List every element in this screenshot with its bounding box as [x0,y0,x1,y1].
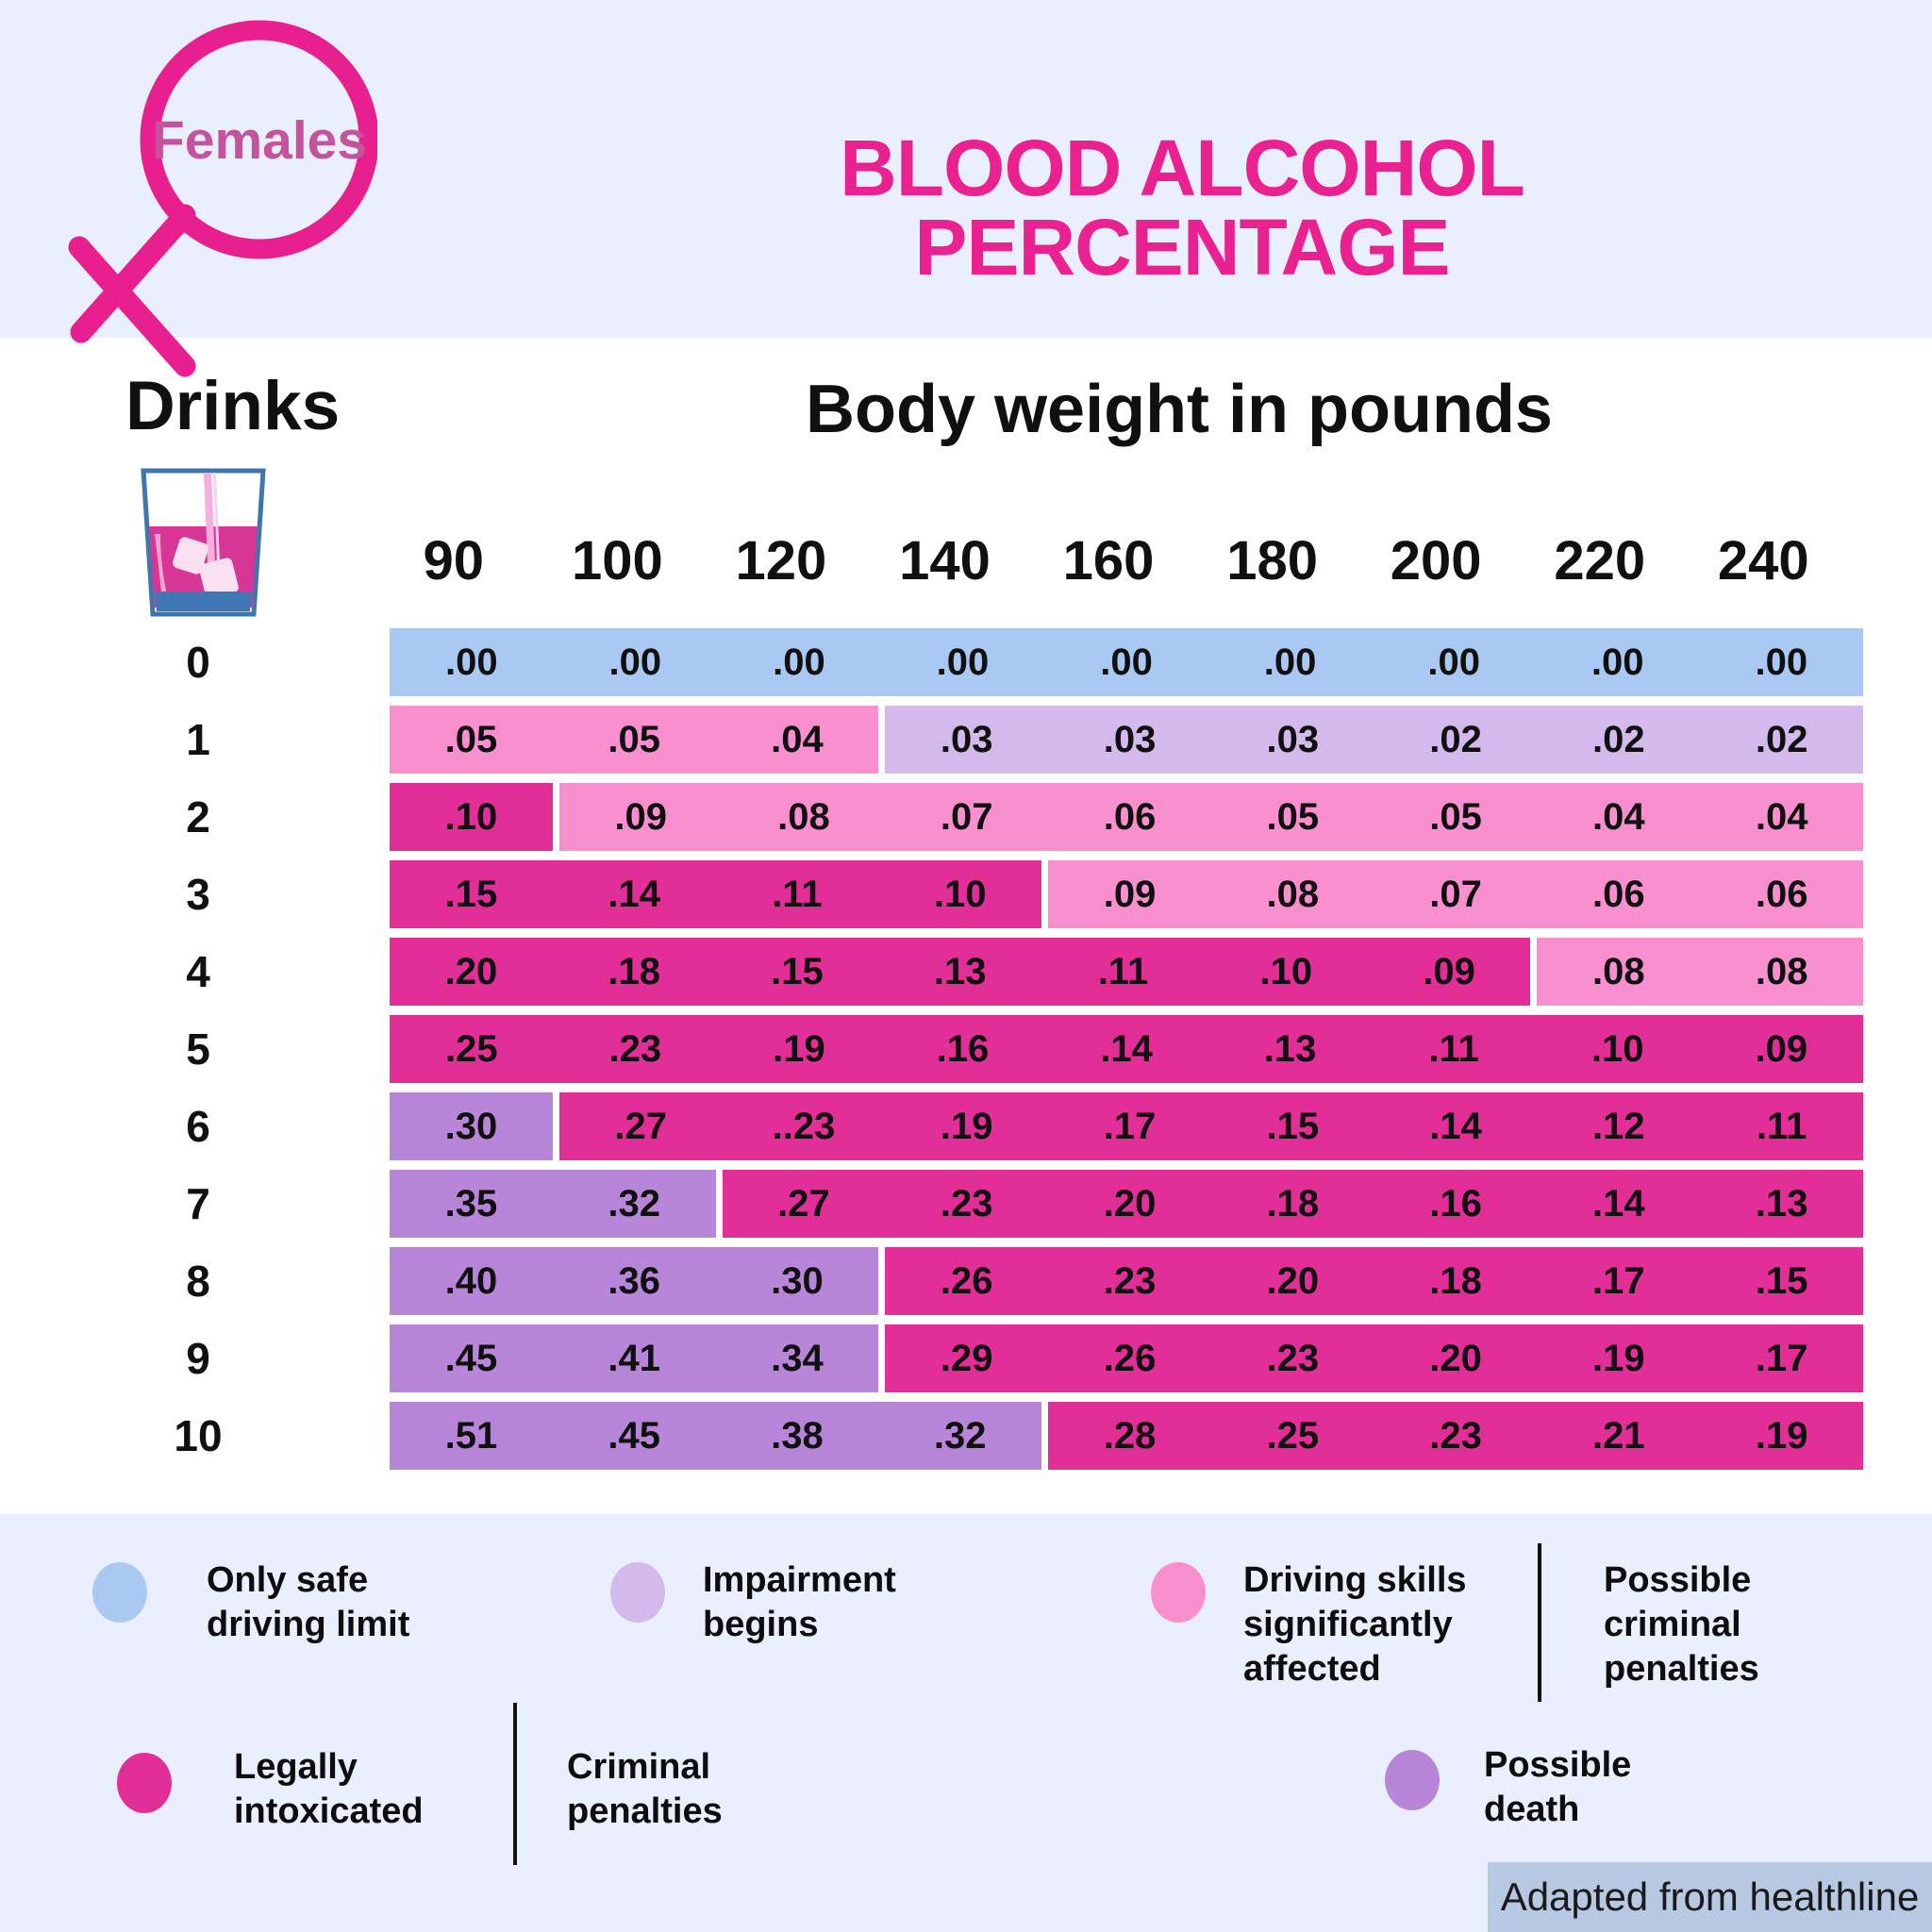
legend-dot-intoxicated [117,1753,172,1813]
bac-cell: .13 [878,938,1041,1006]
bac-cell: .27 [716,1170,886,1238]
bac-cell: .29 [878,1324,1048,1392]
bac-row [186,706,1863,774]
bac-cell: .14 [1537,1170,1700,1238]
legend-divider-2 [513,1703,517,1865]
bac-cell: .15 [1700,1247,1863,1315]
weight-header: 200 [1390,530,1482,591]
weight-header: 120 [735,530,827,591]
drinks-count: 8 [186,1257,210,1306]
bac-cell: .20 [1374,1324,1538,1392]
glass-base [155,591,252,611]
bac-cell: .06 [1048,783,1211,851]
attribution-text: Adapted from healthline [1500,1874,1920,1919]
bac-cell: .25 [390,1015,554,1083]
bac-cell: .19 [885,1092,1048,1160]
legend-label-safe: Only safe driving limit [207,1560,410,1644]
bac-cell: .10 [878,860,1041,928]
bac-cell: .00 [1700,628,1864,696]
bac-cell: .26 [1048,1324,1211,1392]
bac-cell: .14 [1044,1015,1208,1083]
bac-cell: .19 [717,1015,881,1083]
drinks-count: 1 [186,715,210,764]
female-symbol-icon [57,8,377,423]
bac-cell: .13 [1700,1170,1863,1238]
legend-label-intoxicated: Legally intoxicated [234,1747,424,1831]
bac-cell: .16 [1374,1170,1538,1238]
legend-divider-1 [1538,1543,1541,1702]
bac-cell: .03 [1211,706,1374,774]
bac-row [186,938,1863,1006]
bac-cell: .18 [1211,1170,1374,1238]
bac-row-cells [390,1247,1863,1315]
bac-row-cells [390,706,1863,774]
bac-cell: .00 [717,628,881,696]
bac-cell: .05 [553,706,716,774]
drinks-count: 0 [186,638,210,687]
bac-cell: .06 [1537,860,1700,928]
bac-cell: .00 [1208,628,1373,696]
bac-cell: .06 [1700,860,1863,928]
bac-cell: .02 [1700,706,1863,774]
drinks-count: 2 [186,792,210,841]
drinks-count: 5 [186,1024,210,1074]
bac-cell: .20 [390,938,553,1006]
weight-header: 180 [1226,530,1318,591]
bac-cell: .20 [1211,1247,1374,1315]
legend-dot-safe [92,1562,147,1623]
bac-cell: .02 [1374,706,1538,774]
bac-cell: .30 [716,1247,879,1315]
bac-cell: .40 [390,1247,553,1315]
bac-cell: .00 [390,628,554,696]
weight-header: 100 [571,530,663,591]
drinks-count: 4 [186,947,210,996]
bac-cell: .05 [1374,783,1538,851]
bac-row-cells [390,860,1863,928]
bac-cell: .11 [1041,938,1205,1006]
bac-cell: .26 [878,1247,1048,1315]
bac-cell: .00 [881,628,1045,696]
bac-cell: .17 [1048,1092,1211,1160]
weight-header: 220 [1554,530,1646,591]
bac-cell: .09 [1368,938,1531,1006]
legend-label-impairment: Impairment begins [703,1560,896,1644]
legend-label-criminal: Criminal penalties [567,1747,723,1831]
bac-cell: .08 [1530,938,1700,1006]
bac-cell: .20 [1048,1170,1211,1238]
legend-dot-driving [1151,1562,1206,1623]
bac-cell: .21 [1537,1402,1700,1470]
drink-glass-icon [140,468,267,617]
bac-cell: .04 [1537,783,1700,851]
bac-cell: .15 [390,860,553,928]
bac-cell: .14 [553,860,716,928]
bac-cell: .10 [390,783,553,851]
bac-cell: .04 [716,706,879,774]
bac-cell: .25 [1211,1402,1374,1470]
legend-label-possible-criminal: Possible criminal penalties [1604,1560,1759,1689]
bac-cell: .10 [1536,1015,1700,1083]
bac-row [186,1092,1863,1160]
weight-header: 160 [1062,530,1155,591]
bac-cell: .04 [1700,783,1863,851]
bac-cell: .00 [1044,628,1208,696]
drinks-count: 6 [186,1102,210,1151]
bac-cell: .00 [1372,628,1536,696]
bac-cell: .28 [1041,1402,1211,1470]
bac-cell: .09 [1041,860,1211,928]
bac-cell: .19 [1700,1402,1863,1470]
bac-cell: .23 [554,1015,718,1083]
drinks-count: 7 [186,1179,210,1228]
bac-cell: .30 [390,1092,553,1160]
bac-cell: .03 [1048,706,1211,774]
bac-cell: .18 [553,938,716,1006]
drinks-count: 10 [174,1411,223,1460]
bac-cell: .02 [1537,706,1700,774]
bac-cell: .00 [554,628,718,696]
bac-cell: .07 [1374,860,1538,928]
drinks-count: 3 [186,870,210,919]
bac-cell: .35 [390,1170,553,1238]
legend-label-driving: Driving skills significantly affected [1243,1560,1467,1689]
bac-row-cells [390,1402,1863,1470]
bac-table [174,628,1863,1479]
bac-row-cells [390,628,1863,696]
bac-cell: .11 [1700,1092,1863,1160]
bac-row [186,628,1863,696]
legend-dot-death [1385,1750,1440,1810]
bac-cell: .34 [716,1324,879,1392]
bac-row-cells [390,1170,1863,1238]
bac-cell: .32 [878,1402,1041,1470]
bac-cell: .08 [723,783,886,851]
bac-cell: .05 [1211,783,1374,851]
bac-cell: .18 [1374,1247,1538,1315]
weight-header: 140 [899,530,991,591]
bac-cell: .45 [553,1402,716,1470]
drinks-count: 9 [186,1334,210,1383]
females-badge-label: Females [151,110,368,171]
bac-cell: .32 [553,1170,716,1238]
bac-cell: .13 [1208,1015,1373,1083]
bac-row [186,1015,1863,1083]
bac-cell: .14 [1374,1092,1538,1160]
bac-cell: .15 [1211,1092,1374,1160]
bac-row [174,1402,1863,1470]
bac-cell: .08 [1700,938,1863,1006]
attribution-badge [1488,1862,1932,1932]
bac-cell: .36 [553,1247,716,1315]
bac-cell: .19 [1537,1324,1700,1392]
bac-row [186,783,1863,851]
weight-header: 90 [423,530,485,591]
bac-cell: .15 [716,938,879,1006]
bac-cell: .09 [1700,1015,1864,1083]
bac-row-cells [390,1092,1863,1160]
bac-cell: .08 [1211,860,1374,928]
bac-cell: .05 [390,706,553,774]
bac-cell: .27 [553,1092,723,1160]
bac-cell: .17 [1700,1324,1863,1392]
bac-cell: .23 [1211,1324,1374,1392]
legend-label-death: Possible death [1484,1745,1632,1829]
bac-cell: .23 [1374,1402,1538,1470]
bac-cell: .16 [881,1015,1045,1083]
bac-cell: .03 [878,706,1048,774]
drinks-axis-label: Drinks [125,368,341,444]
bac-row-cells [390,938,1863,1006]
bac-row [186,1324,1863,1392]
bac-cell: .11 [1372,1015,1536,1083]
weights-row [372,530,1845,591]
bac-cell: ..23 [723,1092,886,1160]
bac-cell: .23 [885,1170,1048,1238]
legend-dot-impairment [610,1562,665,1623]
bac-cell: .17 [1537,1247,1700,1315]
bac-cell: .51 [390,1402,553,1470]
bac-cell: .07 [885,783,1048,851]
bac-row-cells [390,1324,1863,1392]
bac-cell: .41 [553,1324,716,1392]
bac-cell: .09 [553,783,723,851]
page-title: BLOOD ALCOHOL PERCENTAGE [840,124,1524,291]
weight-axis-label: Body weight in pounds [806,372,1553,447]
bac-cell: .23 [1048,1247,1211,1315]
bac-row-cells [390,783,1863,851]
bac-row [186,1170,1863,1238]
bac-cell: .12 [1537,1092,1700,1160]
bac-cell: .00 [1536,628,1700,696]
bac-row-cells [390,1015,1863,1083]
bac-row [186,1247,1863,1315]
bac-cell: .38 [716,1402,879,1470]
bac-row [186,860,1863,928]
bac-cell: .11 [716,860,879,928]
weight-header: 240 [1717,530,1809,591]
bac-cell: .10 [1205,938,1368,1006]
bac-cell: .45 [390,1324,553,1392]
